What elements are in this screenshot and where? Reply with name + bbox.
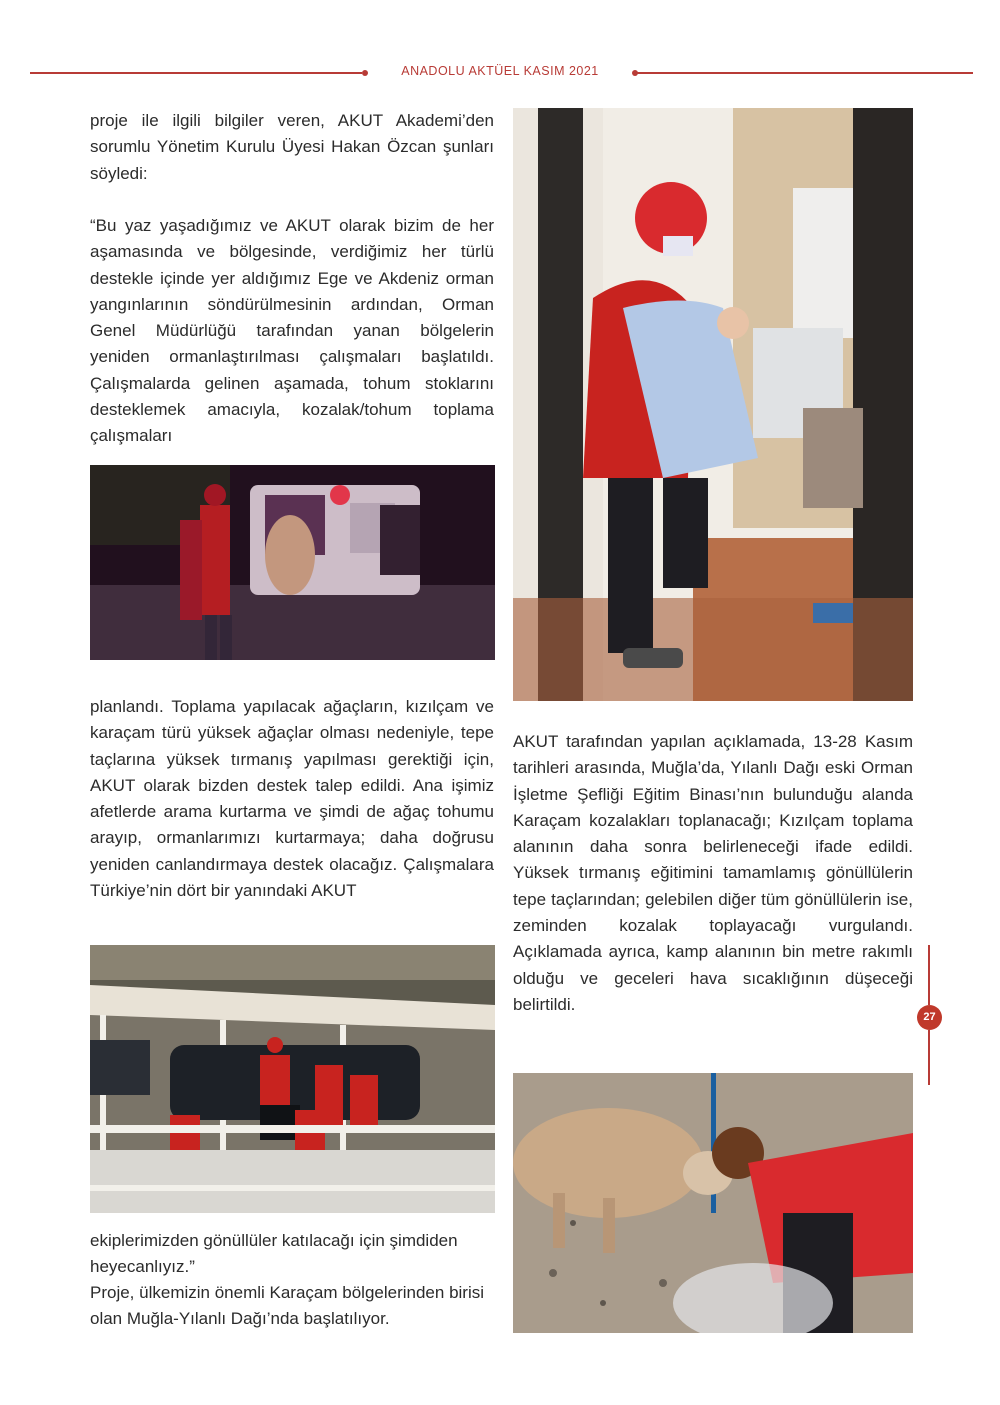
page-marker-line-top	[928, 945, 930, 1005]
article-paragraph-quote: “Bu yaz yaşadığımız ve AKUT olarak bizim de her aşamasında ve bölgesinde, verdiğimiz her türlü destekle içinde yer aldığımız Ege ve Akdeniz orman yangınlarının söndürülmesinin ardından, Orman Genel Müdürlüğü tarafından yanan bölgelerin yeniden ormanlaştırılması çalışmaları başlatıldı. Çalışmalarda gelinen aşamada, tohum stoklarını desteklemek amacıyla, kozalak/tohum toplama çalışmaları	[90, 216, 494, 446]
page-number-badge: 27	[917, 1005, 942, 1030]
article-paragraph-planning: planlandı. Toplama yapılacak ağaçların, kızılçam ve karaçam türü yüksek ağaçlar olması nedeniyle, tepe taçlarına yüksek tırmanış yapılması gerektiği için, AKUT olarak bizden destek talep edildi. Ana işimiz afetlerde arama kurtarma ve şimdi de ağaç tohumu arayıp, ormanlarımızı kurtarmaya; daha doğrusu yeniden canlandırmaya destek olacağız. Çalışmalara Türkiye’nin dört bir yanındaki AKUT	[90, 697, 494, 901]
article-paragraph-excitement: ekiplerimizden gönüllüler katılacağı için şimdiden heyecanlıyız.”	[90, 1231, 458, 1277]
photo-volunteer-with-sheep	[513, 1073, 913, 1333]
article-paragraph-intro: proje ile ilgili bilgiler veren, AKUT Akademi’den sorumlu Yönetim Kurulu Üyesi Hakan Özcan şunları söyledi:	[90, 111, 494, 183]
magazine-header-title: ANADOLU AKTÜEL KASIM 2021	[401, 64, 599, 78]
photo-night-rescue	[90, 465, 495, 660]
article-paragraph-announcement: AKUT tarafından yapılan açıklamada, 13-28 Kasım tarihleri arasında, Muğla’da, Yılanlı Dağı eski Orman İşletme Şefliği Eğitim Binası’nın bulunduğu alanda Karaçam kozalakları toplanacağı; Kızılçam toplama alanının daha sonra belirleneceği ifade edildi. Yüksek tırmanış eğitimini tamamlamış gönüllülerin tepe taçlarından; gelebilen diğer tüm gönüllülerin ise, zeminden kozalak toplayacağı vurgulandı. Açıklamada ayrıca, kamp alanının bin metre rakımlı olduğu ve geceleri hava sıcaklığının düşeceği belirtildi.	[513, 732, 913, 1014]
header-rule-left	[30, 72, 362, 74]
article-paragraph-location: Proje, ülkemizin önemli Karaçam bölgelerinden birisi olan Muğla-Yılanlı Dağı’nda başlatılıyor.	[90, 1283, 485, 1329]
photo-team-camp	[90, 945, 495, 1213]
header-rule-left-dot	[362, 70, 368, 76]
page-marker-line-bottom	[928, 1030, 930, 1085]
photo-volunteer-with-baby	[513, 108, 913, 701]
header-rule-right	[636, 72, 973, 74]
